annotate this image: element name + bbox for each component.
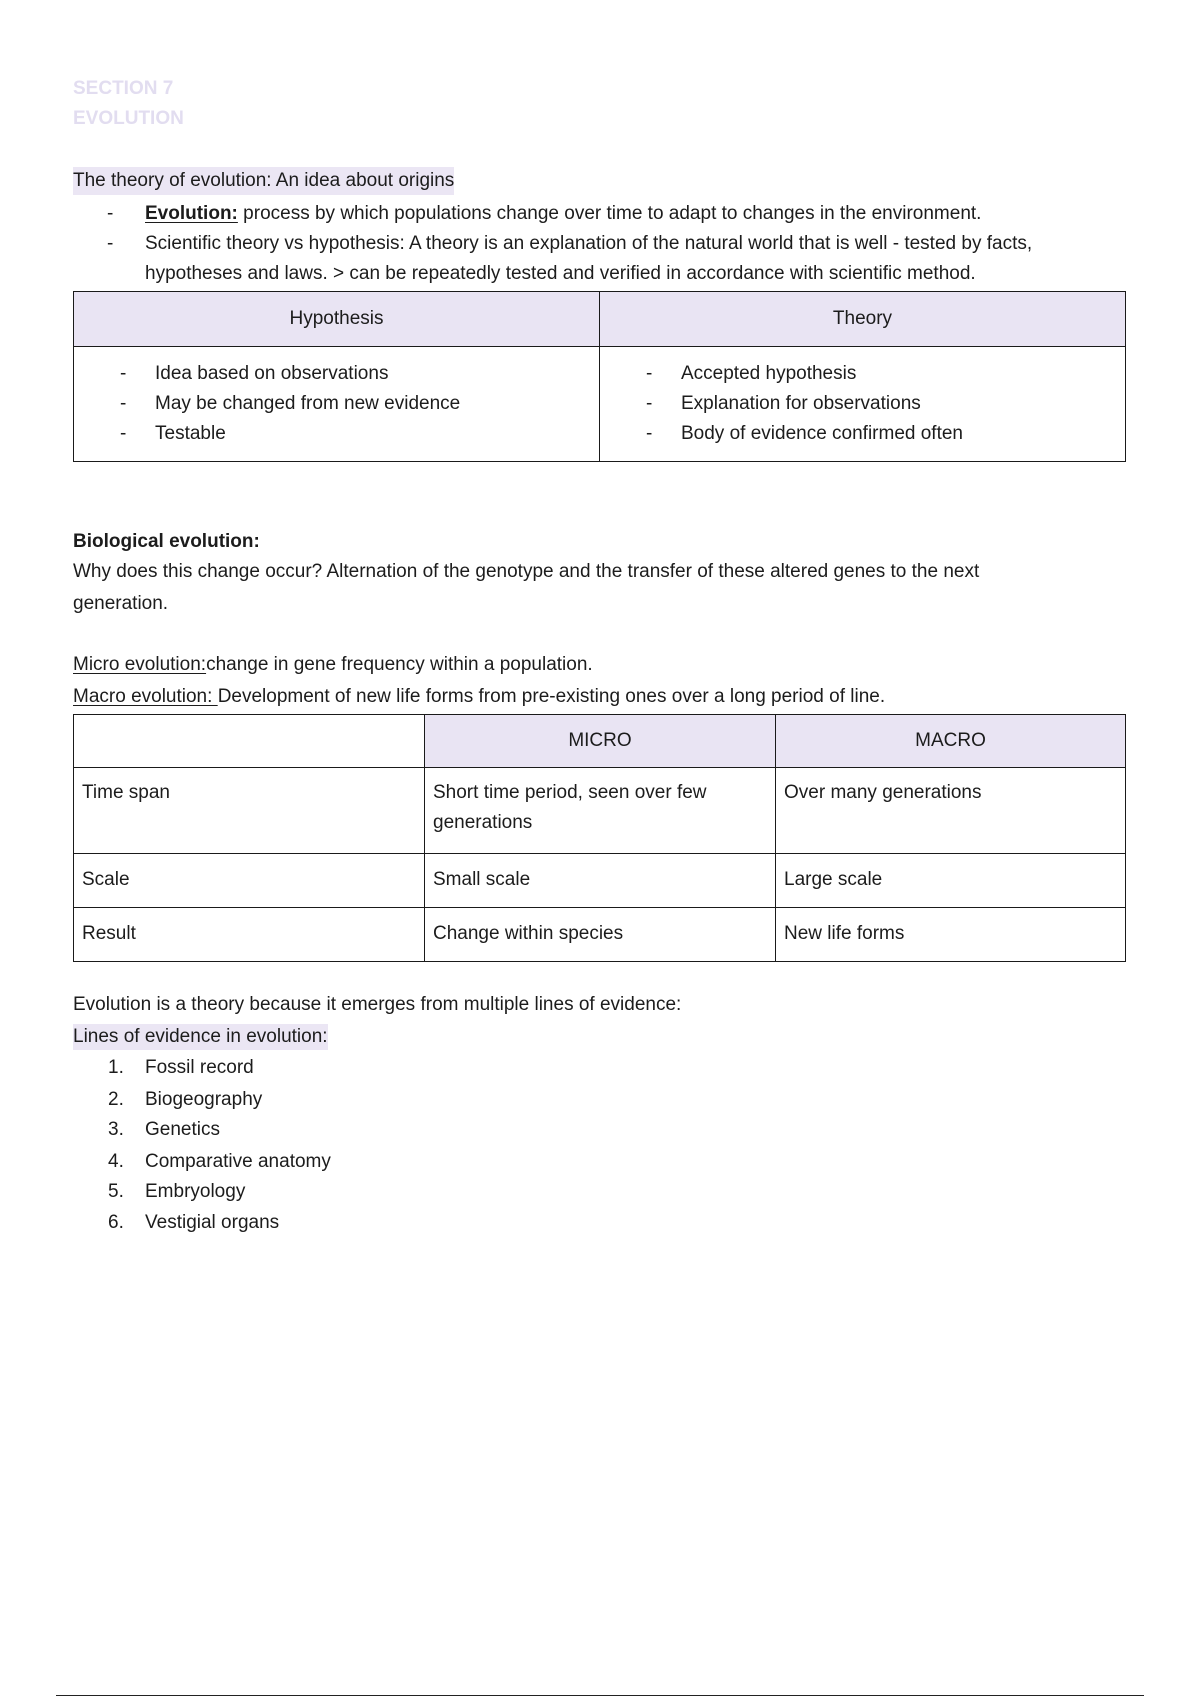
row-label: Result xyxy=(74,908,425,962)
table-row xyxy=(74,768,1126,854)
row-label: Time span xyxy=(74,768,425,854)
bio-line2: generation. xyxy=(73,593,169,614)
header-micro: MICRO xyxy=(425,715,776,768)
theory-heading: The theory of evolution: An idea about origins xyxy=(73,167,454,195)
list-item: - Body of evidence confirmed often xyxy=(600,419,1125,449)
micro-cell: Small scale xyxy=(425,854,776,908)
micro-cell: Change within species xyxy=(425,908,776,962)
macro-cell: Large scale xyxy=(776,854,1126,908)
scientific-theory-line2: hypotheses and laws. > can be repeatedly tested and verified in accordance with scientific method. xyxy=(145,263,976,284)
bio-line1: Why does this change occur? Alternation of the genotype and the transfer of these altered genes to the next xyxy=(73,561,980,582)
macro-cell: Over many generations xyxy=(776,768,1126,854)
hypothesis-cell xyxy=(74,347,600,462)
evolution-definition: process by which populations change over time to adapt to changes in the environment. xyxy=(237,203,982,224)
evidence-intro: Evolution is a theory because it emerges from multiple lines of evidence: xyxy=(73,994,682,1015)
micro-text: change in gene frequency within a population. xyxy=(206,654,593,675)
section-header xyxy=(73,74,184,134)
section-number: SECTION 7 xyxy=(73,78,174,99)
micro-term: Micro evolution: xyxy=(73,654,207,675)
bullet-dash: - xyxy=(107,233,114,254)
micro-cell: Short time period, seen over few generations xyxy=(425,768,776,854)
macro-term: Macro evolution: xyxy=(73,686,218,707)
scientific-theory-line1: Scientific theory vs hypothesis: A theory is an explanation of the natural world that is well - tested by facts, xyxy=(145,233,1033,254)
hypothesis-theory-table xyxy=(73,291,1126,462)
header-hypothesis: Hypothesis xyxy=(74,292,600,347)
micro-macro-table xyxy=(73,714,1126,962)
list-item: - Explanation for observations xyxy=(600,389,1125,419)
evolution-term: Evolution: xyxy=(145,203,238,224)
list-item: - Idea based on observations xyxy=(74,359,599,389)
bullet-dash: - xyxy=(107,203,114,224)
macro-text: Development of new life forms from pre-existing ones over a long period of line. xyxy=(217,686,886,707)
evidence-heading: Lines of evidence in evolution: xyxy=(73,1024,328,1050)
list-item: - Accepted hypothesis xyxy=(600,359,1125,389)
micro-definition xyxy=(73,650,593,680)
footer-divider xyxy=(56,1695,1144,1696)
header-theory: Theory xyxy=(600,292,1126,347)
row-label: Scale xyxy=(74,854,425,908)
list-item: - May be changed from new evidence xyxy=(74,389,599,419)
table-row xyxy=(74,908,1126,962)
theory-cell xyxy=(600,347,1126,462)
header-empty xyxy=(74,715,425,768)
bio-heading: Biological evolution: xyxy=(73,531,260,552)
header-macro: MACRO xyxy=(776,715,1126,768)
section-title: EVOLUTION xyxy=(73,108,184,129)
macro-cell: New life forms xyxy=(776,908,1126,962)
list-item: - Testable xyxy=(74,419,599,449)
macro-definition xyxy=(73,682,885,712)
table-row xyxy=(74,854,1126,908)
